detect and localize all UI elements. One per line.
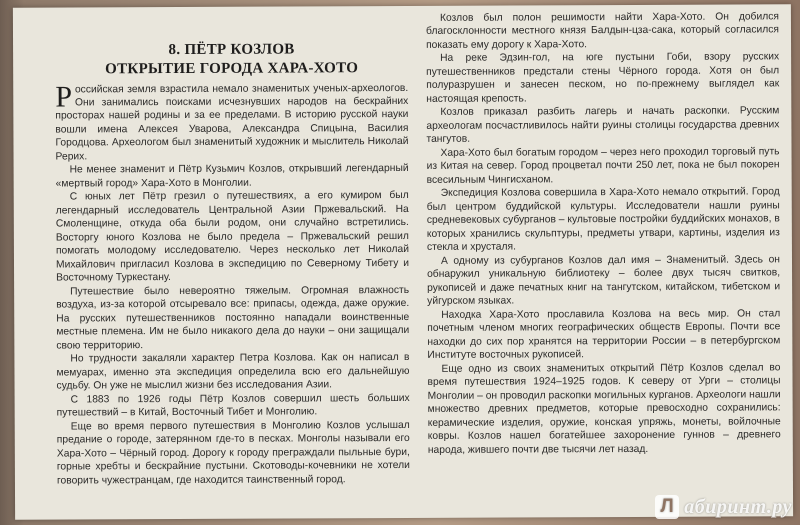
text-columns bbox=[55, 11, 781, 511]
paragraph: Хара-Хото был богатым городом – через него проходил торговый путь из Китая на север. Город процветал почти 250 лет, пока не был покорен всесильным Чингисханом. bbox=[426, 146, 780, 186]
watermark-text: абиринт.ру bbox=[684, 495, 792, 518]
article-title bbox=[55, 40, 408, 79]
paragraph: Еще во время первого путешествия в Монголию Козлов услышал предание о городе, затерянном где-то в песках. Монголы называли его Хара-Хото – Чёрный город. Дорогу к городу преграждали пыльные бури, горные хребты и бескрайние пустыни. Скотоводы-кочевники не хотели говорить чужестранцам, где находится таинственный город. bbox=[56, 419, 410, 487]
paragraph: Козлов был полон решимости найти Хара-Хото. Он добился благосклонности местного князя Балдын-цза-сака, который согласился показать ему дорогу к Хара-Хото. bbox=[425, 11, 780, 51]
paragraph: Еще одно из своих знаменитых открытий Пётр Козлов сделал во время путешествия 1924–1925 годов. К северу от Урги – столицы Монголии – он проводил раскопки могильных курганов. Археологи нашли множество древних предметов, которые превосходно сохранились: керамические изделия, оружие, конская упряжь, монеты, войлочные ковры. Козлов нашел богатейшее захоронение гуннов – древнего народа, жившего почти две тысячи лет назад. bbox=[427, 361, 781, 456]
title-line-1: 8. ПЁТР КОЗЛОВ bbox=[168, 41, 295, 59]
labirint-watermark bbox=[655, 495, 792, 519]
paragraph: А одному из субурганов Козлов дал имя – Знаменитый. Здесь он обнаружил уникальную библиотеку – более двух тысяч свитков, рукописей и даже печатных книг на тангутском, китайском, тибетском и уйгурском языках. bbox=[427, 254, 781, 308]
book-page bbox=[13, 4, 793, 519]
labirint-logo-icon: Л bbox=[655, 495, 679, 519]
drop-cap: Р bbox=[55, 79, 73, 114]
paragraph-text: оссийская земля взрастила немало знаменитых ученых-археологов. Они занимались поисками исчезнувших народов на бескрайних просторах нашей родины и за ее пределами. В историю русской науки вошли имена Алексея Уварова, Александра Спицына, Василия Городцова. Археологом был знаменитый художник и мыслитель Николай Рерих. bbox=[55, 82, 409, 163]
paragraph: С 1883 по 1926 годы Пётр Козлов совершил шесть больших путешествий – в Китай, Восточный Тибет и Монголию. bbox=[56, 392, 410, 419]
paragraph: Находка Хара-Хото прославила Козлова на весь мир. Он стал почетным членом многих географических обществ Европы. Почти все находки до сих пор хранятся на территории России – в петербургском Институте восточных рукописей. bbox=[427, 308, 781, 362]
right-column bbox=[426, 10, 781, 510]
paragraph: На реке Эдзин-гол, на юге пустыни Гоби, взору русских путешественников предстали стены Чёрного города. Хотя он был полуразрушен и занесен песком, но по-прежнему выглядел как настоящая крепость. bbox=[426, 51, 780, 105]
paragraph: С юных лет Пётр грезил о путешествиях, а его кумиром был легендарный исследователь Центральной Азии Пржевальский. На Смоленщине, откуда оба были родом, они случайно встретились. Восторгу юного Козлова не было предела – Пржевальский решил помогать молодому исследователю. Через несколько лет Николай Михайлович пригласил Козлова в экспедицию по Северному Тибету и Восточному Туркестану. bbox=[55, 190, 410, 284]
left-column bbox=[55, 40, 410, 512]
paragraph: Не менее знаменит и Пётр Кузьмич Козлов, открывший легендарный «мертвый город» Хара-Хото в Монголии. bbox=[55, 163, 409, 190]
paragraph: Путешествие было невероятно тяжелым. Огромная влажность воздуха, из-за которой отсыревало все: припасы, одежда, даже оружие. На русских путешественников постоянно нападали воинственные местные племена. Им не было никакого дела до науки – они защищали свою территорию. bbox=[56, 284, 410, 352]
paragraph: Но трудности закаляли характер Петра Козлова. Как он написал в мемуарах, именно эта экспедиция определила всю его дальнейшую судьбу. Он уже не мыслил жизни без исследования Азии. bbox=[56, 352, 410, 392]
paragraph: Козлов приказал разбить лагерь и начать раскопки. Русским археологам посчастливилось найти руины столицы государства древних тангутов. bbox=[426, 105, 780, 146]
title-line-2: ОТКРЫТИЕ ГОРОДА ХАРА-ХОТО bbox=[105, 59, 359, 78]
paragraph bbox=[55, 81, 408, 163]
paragraph: Экспедиция Козлова совершила в Хара-Хото немало открытий. Город был центром буддийской культуры. Исследователи нашли руины средневековых субурганов – культовые постройки буддийских монахов, в которых хранились скульптуры, предметы утвари, картины, изделия из стекла и хрусталя. bbox=[426, 186, 780, 254]
